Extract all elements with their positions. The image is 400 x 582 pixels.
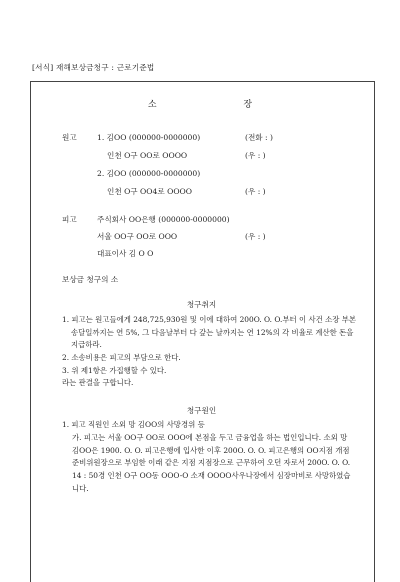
form-caption: [서식] 재해보상금청구 : 근로기준법: [32, 63, 155, 72]
defendant-company: 주식회사 OO은행 (000000-0000000): [97, 215, 230, 224]
defendant-zip: (우 : ): [245, 232, 266, 241]
plaintiff-2-zip: (우 : ): [245, 187, 266, 196]
claim-item-3: 3. 위 제1항은 가집행할 수 있다.: [62, 366, 167, 375]
case-title: 보상금 청구의 소: [62, 275, 119, 284]
cause-heading: 청구원인: [186, 406, 217, 415]
plaintiff-1-address: 인천 O구 OO로 OOOO: [107, 151, 188, 160]
plaintiff-label: 원고: [62, 133, 77, 142]
claim-item-1: 1. 피고는 원고들에게 248,725,930원 및 이에 대하여 200O. O. O.부터 이 사건 소장 부본 송달일까지는 연 5%, 그 다음날부터 다 갚는 날까지는 연 12%의 각 비율로 계산한 돈을 지급하라.: [62, 315, 356, 350]
cause-item-1: 1. 피고 직원인 소외 망 김OO의 사망경위 등: [62, 420, 205, 429]
document-title: 소 장: [147, 100, 295, 110]
cause-paragraph: 가. 피고는 서울 OO구 OO로 OOO에 본점을 두고 금융업을 하는 법인입니다. 소외 망 김OO은 1900. O. O. 피고은행에 입사한 이후 200O. O. O. 피고은행의 OO지점 개점 준비위원장으로 부임한 이래 같은 지점 지점장으로 근무하여 오던 자로서 200O. O. O. 14 : 50경 인천 O구 OO동 OOO-O 소재 OOOO사우나장에서 심장마비로 사망하였습니다.: [72, 433, 351, 493]
claim-closing: 라는 판결을 구합니다.: [62, 378, 134, 387]
claim-heading: 청구취지: [186, 300, 217, 309]
plaintiff-1-zip: (우 : ): [245, 151, 266, 160]
claim-item-2: 2. 소송비용은 피고의 부담으로 한다.: [62, 353, 181, 362]
defendant-label: 피고: [62, 215, 77, 224]
defendant-address: 서울 OO구 OO로 OOO: [97, 232, 178, 241]
plaintiff-1-name: 1. 김OO (000000-0000000): [97, 133, 201, 142]
plaintiff-2-address: 인천 O구 OO4로 OOOO: [107, 187, 192, 196]
plaintiff-1-phone: (전화 : ): [245, 133, 273, 142]
defendant-representative: 대표이사 김 O O: [97, 249, 154, 258]
plaintiff-2-name: 2. 김OO (000000-0000000): [97, 169, 201, 178]
